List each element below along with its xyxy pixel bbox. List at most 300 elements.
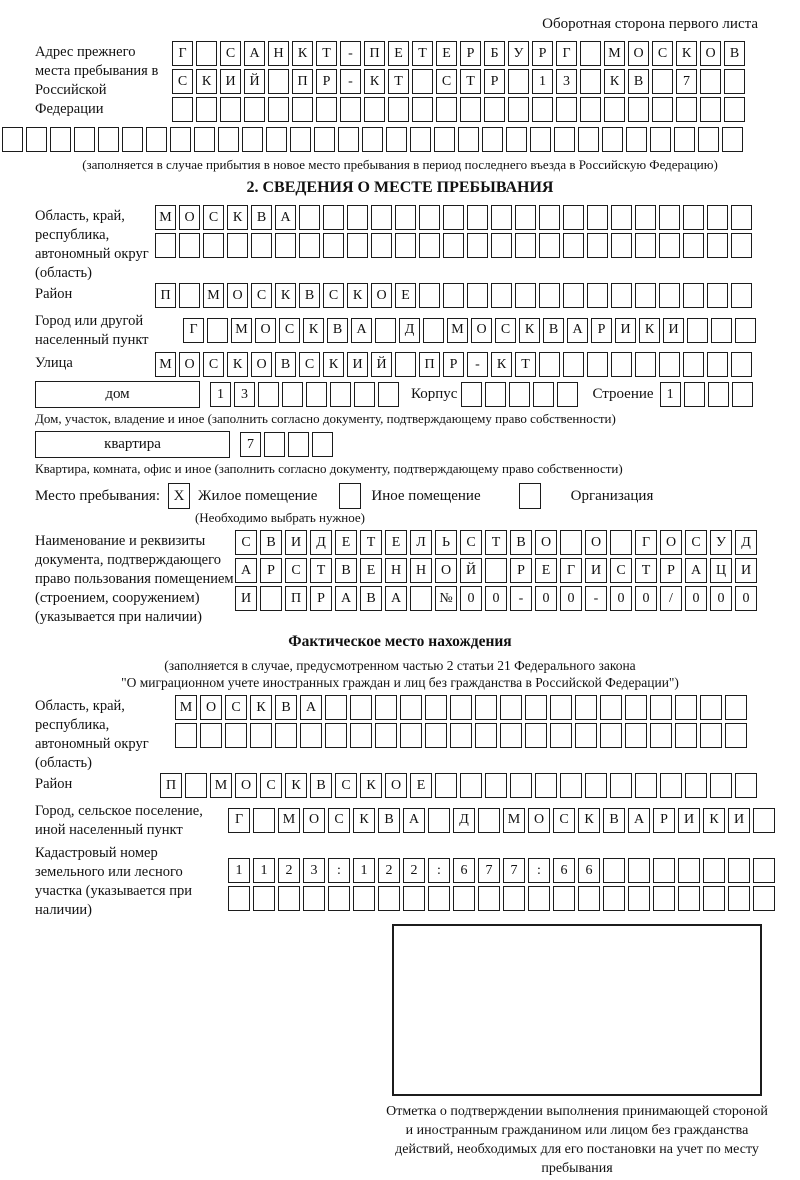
char-cell[interactable]: Т: [635, 558, 657, 583]
char-cell[interactable]: [650, 695, 672, 720]
char-cell[interactable]: 3: [303, 858, 325, 883]
char-cell[interactable]: [602, 127, 623, 152]
char-cell[interactable]: [423, 318, 444, 343]
char-cell[interactable]: [550, 695, 572, 720]
char-cell[interactable]: В: [335, 558, 357, 583]
char-cell[interactable]: [353, 886, 375, 911]
char-cell[interactable]: [731, 205, 752, 230]
char-cell[interactable]: [515, 233, 536, 258]
char-cell[interactable]: [400, 723, 422, 748]
char-cell[interactable]: [560, 530, 582, 555]
char-cell[interactable]: С: [172, 69, 193, 94]
char-cell[interactable]: [378, 886, 400, 911]
char-cell[interactable]: [98, 127, 119, 152]
char-cell[interactable]: В: [628, 69, 649, 94]
char-cell[interactable]: О: [471, 318, 492, 343]
char-cell[interactable]: А: [235, 558, 257, 583]
char-cell[interactable]: [650, 127, 671, 152]
char-cell[interactable]: И: [728, 808, 750, 833]
char-cell[interactable]: Г: [183, 318, 204, 343]
char-cell[interactable]: [635, 283, 656, 308]
char-cell[interactable]: С: [335, 773, 357, 798]
char-cell[interactable]: [610, 530, 632, 555]
char-cell[interactable]: [554, 127, 575, 152]
char-cell[interactable]: А: [628, 808, 650, 833]
char-cell[interactable]: [603, 886, 625, 911]
char-cell[interactable]: [227, 233, 248, 258]
char-cell[interactable]: [703, 886, 725, 911]
char-cell[interactable]: Д: [735, 530, 757, 555]
char-cell[interactable]: [460, 773, 482, 798]
char-cell[interactable]: [203, 233, 224, 258]
char-cell[interactable]: К: [250, 695, 272, 720]
char-cell[interactable]: [328, 886, 350, 911]
char-cell[interactable]: [731, 233, 752, 258]
char-cell[interactable]: [610, 773, 632, 798]
char-cell[interactable]: В: [543, 318, 564, 343]
char-cell[interactable]: [707, 352, 728, 377]
char-cell[interactable]: 0: [560, 586, 582, 611]
char-cell[interactable]: [722, 127, 743, 152]
char-cell[interactable]: [611, 205, 632, 230]
char-cell[interactable]: К: [292, 41, 313, 66]
char-cell[interactable]: [703, 858, 725, 883]
char-cell[interactable]: [436, 97, 457, 122]
char-cell[interactable]: 6: [453, 858, 475, 883]
char-cell[interactable]: И: [235, 586, 257, 611]
char-cell[interactable]: [410, 586, 432, 611]
char-cell[interactable]: [347, 233, 368, 258]
char-cell[interactable]: [725, 695, 747, 720]
char-cell[interactable]: [652, 97, 673, 122]
char-cell[interactable]: [625, 695, 647, 720]
char-cell[interactable]: С: [251, 283, 272, 308]
char-cell[interactable]: [652, 69, 673, 94]
char-cell[interactable]: [292, 97, 313, 122]
char-cell[interactable]: [753, 858, 775, 883]
char-cell[interactable]: [600, 723, 622, 748]
char-cell[interactable]: Е: [360, 558, 382, 583]
char-cell[interactable]: К: [323, 352, 344, 377]
char-cell[interactable]: [306, 382, 327, 407]
char-cell[interactable]: Р: [532, 41, 553, 66]
char-cell[interactable]: [275, 233, 296, 258]
char-cell[interactable]: Т: [388, 69, 409, 94]
char-cell[interactable]: [628, 97, 649, 122]
char-cell[interactable]: В: [378, 808, 400, 833]
char-cell[interactable]: [419, 205, 440, 230]
char-cell[interactable]: О: [235, 773, 257, 798]
char-cell[interactable]: [611, 283, 632, 308]
char-cell[interactable]: [282, 382, 303, 407]
char-cell[interactable]: О: [251, 352, 272, 377]
char-cell[interactable]: [635, 773, 657, 798]
char-cell[interactable]: [196, 97, 217, 122]
char-cell[interactable]: [428, 808, 450, 833]
char-cell[interactable]: [556, 97, 577, 122]
char-cell[interactable]: [450, 723, 472, 748]
char-cell[interactable]: [347, 205, 368, 230]
char-cell[interactable]: К: [491, 352, 512, 377]
char-cell[interactable]: -: [510, 586, 532, 611]
char-cell[interactable]: 3: [556, 69, 577, 94]
char-cell[interactable]: [362, 127, 383, 152]
char-cell[interactable]: [225, 723, 247, 748]
char-cell[interactable]: [683, 352, 704, 377]
char-cell[interactable]: И: [220, 69, 241, 94]
char-cell[interactable]: [478, 808, 500, 833]
char-cell[interactable]: [628, 886, 650, 911]
char-cell[interactable]: [453, 886, 475, 911]
char-cell[interactable]: К: [604, 69, 625, 94]
char-cell[interactable]: [434, 127, 455, 152]
char-cell[interactable]: К: [364, 69, 385, 94]
char-cell[interactable]: [450, 695, 472, 720]
char-cell[interactable]: [585, 773, 607, 798]
char-cell[interactable]: [364, 97, 385, 122]
char-cell[interactable]: [503, 886, 525, 911]
char-cell[interactable]: [563, 205, 584, 230]
char-cell[interactable]: 3: [234, 382, 255, 407]
char-cell[interactable]: [578, 127, 599, 152]
char-cell[interactable]: В: [251, 205, 272, 230]
char-cell[interactable]: О: [700, 41, 721, 66]
char-cell[interactable]: :: [428, 858, 450, 883]
char-cell[interactable]: 0: [460, 586, 482, 611]
char-cell[interactable]: [350, 723, 372, 748]
char-cell[interactable]: 1: [532, 69, 553, 94]
char-cell[interactable]: [535, 773, 557, 798]
char-cell[interactable]: И: [615, 318, 636, 343]
char-cell[interactable]: А: [275, 205, 296, 230]
char-cell[interactable]: [258, 382, 279, 407]
char-cell[interactable]: [626, 127, 647, 152]
char-cell[interactable]: М: [175, 695, 197, 720]
char-cell[interactable]: [443, 283, 464, 308]
char-cell[interactable]: [500, 723, 522, 748]
char-cell[interactable]: [218, 127, 239, 152]
char-cell[interactable]: А: [244, 41, 265, 66]
char-cell[interactable]: [563, 352, 584, 377]
char-cell[interactable]: С: [279, 318, 300, 343]
char-cell[interactable]: [419, 283, 440, 308]
char-cell[interactable]: [676, 97, 697, 122]
char-cell[interactable]: Л: [410, 530, 432, 555]
char-cell[interactable]: [484, 97, 505, 122]
char-cell[interactable]: [580, 69, 601, 94]
char-cell[interactable]: С: [436, 69, 457, 94]
char-cell[interactable]: [491, 233, 512, 258]
char-cell[interactable]: [491, 283, 512, 308]
char-cell[interactable]: [731, 352, 752, 377]
char-cell[interactable]: Р: [443, 352, 464, 377]
char-cell[interactable]: [196, 41, 217, 66]
char-cell[interactable]: 0: [485, 586, 507, 611]
char-cell[interactable]: [650, 723, 672, 748]
char-cell[interactable]: С: [220, 41, 241, 66]
char-cell[interactable]: [419, 233, 440, 258]
char-cell[interactable]: [628, 858, 650, 883]
char-cell[interactable]: [378, 382, 399, 407]
char-cell[interactable]: [475, 695, 497, 720]
char-cell[interactable]: [707, 205, 728, 230]
char-cell[interactable]: Р: [653, 808, 675, 833]
char-cell[interactable]: К: [353, 808, 375, 833]
char-cell[interactable]: И: [585, 558, 607, 583]
char-cell[interactable]: [299, 205, 320, 230]
char-cell[interactable]: [412, 97, 433, 122]
char-cell[interactable]: К: [227, 205, 248, 230]
char-cell[interactable]: [678, 886, 700, 911]
char-cell[interactable]: О: [535, 530, 557, 555]
char-cell[interactable]: К: [347, 283, 368, 308]
char-cell[interactable]: [338, 127, 359, 152]
char-cell[interactable]: И: [285, 530, 307, 555]
char-cell[interactable]: Е: [385, 530, 407, 555]
char-cell[interactable]: [683, 283, 704, 308]
char-cell[interactable]: Н: [410, 558, 432, 583]
char-cell[interactable]: К: [196, 69, 217, 94]
char-cell[interactable]: О: [200, 695, 222, 720]
char-cell[interactable]: [728, 886, 750, 911]
char-cell[interactable]: 7: [503, 858, 525, 883]
char-cell[interactable]: Е: [388, 41, 409, 66]
char-cell[interactable]: [532, 97, 553, 122]
char-cell[interactable]: [485, 382, 506, 407]
char-cell[interactable]: Б: [484, 41, 505, 66]
char-cell[interactable]: [539, 352, 560, 377]
char-cell[interactable]: [323, 233, 344, 258]
char-cell[interactable]: [207, 318, 228, 343]
char-cell[interactable]: [684, 382, 705, 407]
char-cell[interactable]: К: [227, 352, 248, 377]
char-cell[interactable]: [603, 858, 625, 883]
char-cell[interactable]: [560, 773, 582, 798]
char-cell[interactable]: [485, 773, 507, 798]
char-cell[interactable]: А: [300, 695, 322, 720]
char-cell[interactable]: 1: [253, 858, 275, 883]
char-cell[interactable]: [303, 886, 325, 911]
char-cell[interactable]: О: [385, 773, 407, 798]
char-cell[interactable]: 0: [610, 586, 632, 611]
char-cell[interactable]: 0: [635, 586, 657, 611]
char-cell[interactable]: А: [685, 558, 707, 583]
char-cell[interactable]: Е: [436, 41, 457, 66]
char-cell[interactable]: [268, 97, 289, 122]
char-cell[interactable]: [375, 723, 397, 748]
char-cell[interactable]: [251, 233, 272, 258]
char-cell[interactable]: К: [303, 318, 324, 343]
char-cell[interactable]: [587, 233, 608, 258]
char-cell[interactable]: 0: [710, 586, 732, 611]
char-cell[interactable]: №: [435, 586, 457, 611]
char-cell[interactable]: [485, 558, 507, 583]
char-cell[interactable]: [244, 97, 265, 122]
char-cell[interactable]: М: [231, 318, 252, 343]
char-cell[interactable]: [185, 773, 207, 798]
char-cell[interactable]: [539, 205, 560, 230]
char-cell[interactable]: И: [678, 808, 700, 833]
char-cell[interactable]: М: [278, 808, 300, 833]
char-cell[interactable]: [435, 773, 457, 798]
char-cell[interactable]: С: [328, 808, 350, 833]
char-cell[interactable]: В: [724, 41, 745, 66]
checkbox-inoe[interactable]: [339, 483, 361, 509]
char-cell[interactable]: П: [419, 352, 440, 377]
char-cell[interactable]: А: [567, 318, 588, 343]
char-cell[interactable]: [290, 127, 311, 152]
char-cell[interactable]: [242, 127, 263, 152]
char-cell[interactable]: С: [553, 808, 575, 833]
char-cell[interactable]: [26, 127, 47, 152]
char-cell[interactable]: [268, 69, 289, 94]
char-cell[interactable]: [510, 773, 532, 798]
char-cell[interactable]: В: [603, 808, 625, 833]
char-cell[interactable]: [659, 205, 680, 230]
char-cell[interactable]: 0: [535, 586, 557, 611]
char-cell[interactable]: О: [585, 530, 607, 555]
char-cell[interactable]: [732, 382, 753, 407]
char-cell[interactable]: С: [460, 530, 482, 555]
char-cell[interactable]: [323, 205, 344, 230]
char-cell[interactable]: [312, 432, 333, 457]
char-cell[interactable]: П: [160, 773, 182, 798]
char-cell[interactable]: [300, 723, 322, 748]
char-cell[interactable]: 1: [353, 858, 375, 883]
char-cell[interactable]: Т: [460, 69, 481, 94]
char-cell[interactable]: [325, 695, 347, 720]
char-cell[interactable]: [155, 233, 176, 258]
char-cell[interactable]: Ц: [710, 558, 732, 583]
char-cell[interactable]: [467, 283, 488, 308]
char-cell[interactable]: [350, 695, 372, 720]
char-cell[interactable]: В: [510, 530, 532, 555]
char-cell[interactable]: [443, 233, 464, 258]
char-cell[interactable]: К: [703, 808, 725, 833]
char-cell[interactable]: [400, 695, 422, 720]
char-cell[interactable]: [146, 127, 167, 152]
char-cell[interactable]: [700, 695, 722, 720]
char-cell[interactable]: [508, 69, 529, 94]
char-cell[interactable]: [508, 97, 529, 122]
char-cell[interactable]: [707, 283, 728, 308]
char-cell[interactable]: [685, 773, 707, 798]
char-cell[interactable]: [354, 382, 375, 407]
char-cell[interactable]: [708, 382, 729, 407]
char-cell[interactable]: 2: [403, 858, 425, 883]
char-cell[interactable]: Н: [385, 558, 407, 583]
char-cell[interactable]: Г: [172, 41, 193, 66]
char-cell[interactable]: [375, 695, 397, 720]
char-cell[interactable]: П: [292, 69, 313, 94]
char-cell[interactable]: Д: [399, 318, 420, 343]
char-cell[interactable]: П: [285, 586, 307, 611]
char-cell[interactable]: [731, 283, 752, 308]
char-cell[interactable]: [735, 318, 756, 343]
char-cell[interactable]: С: [225, 695, 247, 720]
char-cell[interactable]: [700, 723, 722, 748]
char-cell[interactable]: [687, 318, 708, 343]
char-cell[interactable]: Й: [460, 558, 482, 583]
char-cell[interactable]: Г: [228, 808, 250, 833]
char-cell[interactable]: И: [663, 318, 684, 343]
char-cell[interactable]: 6: [553, 858, 575, 883]
char-cell[interactable]: [253, 808, 275, 833]
char-cell[interactable]: [587, 205, 608, 230]
char-cell[interactable]: Т: [310, 558, 332, 583]
char-cell[interactable]: [194, 127, 215, 152]
char-cell[interactable]: Т: [360, 530, 382, 555]
char-cell[interactable]: [735, 773, 757, 798]
char-cell[interactable]: [653, 886, 675, 911]
char-cell[interactable]: Р: [510, 558, 532, 583]
char-cell[interactable]: [539, 233, 560, 258]
char-cell[interactable]: О: [227, 283, 248, 308]
char-cell[interactable]: [260, 586, 282, 611]
char-cell[interactable]: -: [467, 352, 488, 377]
char-cell[interactable]: [475, 723, 497, 748]
char-cell[interactable]: [461, 382, 482, 407]
char-cell[interactable]: [74, 127, 95, 152]
char-cell[interactable]: А: [335, 586, 357, 611]
char-cell[interactable]: К: [360, 773, 382, 798]
char-cell[interactable]: -: [585, 586, 607, 611]
char-cell[interactable]: [325, 723, 347, 748]
char-cell[interactable]: [266, 127, 287, 152]
char-cell[interactable]: М: [447, 318, 468, 343]
char-cell[interactable]: М: [210, 773, 232, 798]
char-cell[interactable]: 1: [210, 382, 231, 407]
char-cell[interactable]: Ь: [435, 530, 457, 555]
char-cell[interactable]: [635, 233, 656, 258]
char-cell[interactable]: [660, 773, 682, 798]
char-cell[interactable]: [557, 382, 578, 407]
char-cell[interactable]: К: [285, 773, 307, 798]
char-cell[interactable]: С: [495, 318, 516, 343]
char-cell[interactable]: В: [260, 530, 282, 555]
char-cell[interactable]: [530, 127, 551, 152]
char-cell[interactable]: Е: [535, 558, 557, 583]
char-cell[interactable]: [410, 127, 431, 152]
char-cell[interactable]: Р: [660, 558, 682, 583]
char-cell[interactable]: Р: [460, 41, 481, 66]
char-cell[interactable]: [563, 283, 584, 308]
char-cell[interactable]: [683, 233, 704, 258]
char-cell[interactable]: [288, 432, 309, 457]
char-cell[interactable]: 7: [240, 432, 261, 457]
char-cell[interactable]: [635, 352, 656, 377]
char-cell[interactable]: [425, 695, 447, 720]
char-cell[interactable]: [170, 127, 191, 152]
char-cell[interactable]: К: [639, 318, 660, 343]
char-cell[interactable]: А: [351, 318, 372, 343]
char-cell[interactable]: [340, 97, 361, 122]
char-cell[interactable]: [228, 886, 250, 911]
char-cell[interactable]: У: [710, 530, 732, 555]
char-cell[interactable]: С: [260, 773, 282, 798]
char-cell[interactable]: Й: [371, 352, 392, 377]
char-cell[interactable]: В: [275, 695, 297, 720]
char-cell[interactable]: М: [503, 808, 525, 833]
char-cell[interactable]: [200, 723, 222, 748]
char-cell[interactable]: [528, 886, 550, 911]
char-cell[interactable]: [412, 69, 433, 94]
char-cell[interactable]: [428, 886, 450, 911]
char-cell[interactable]: [611, 233, 632, 258]
char-cell[interactable]: [220, 97, 241, 122]
char-cell[interactable]: [179, 283, 200, 308]
char-cell[interactable]: А: [403, 808, 425, 833]
